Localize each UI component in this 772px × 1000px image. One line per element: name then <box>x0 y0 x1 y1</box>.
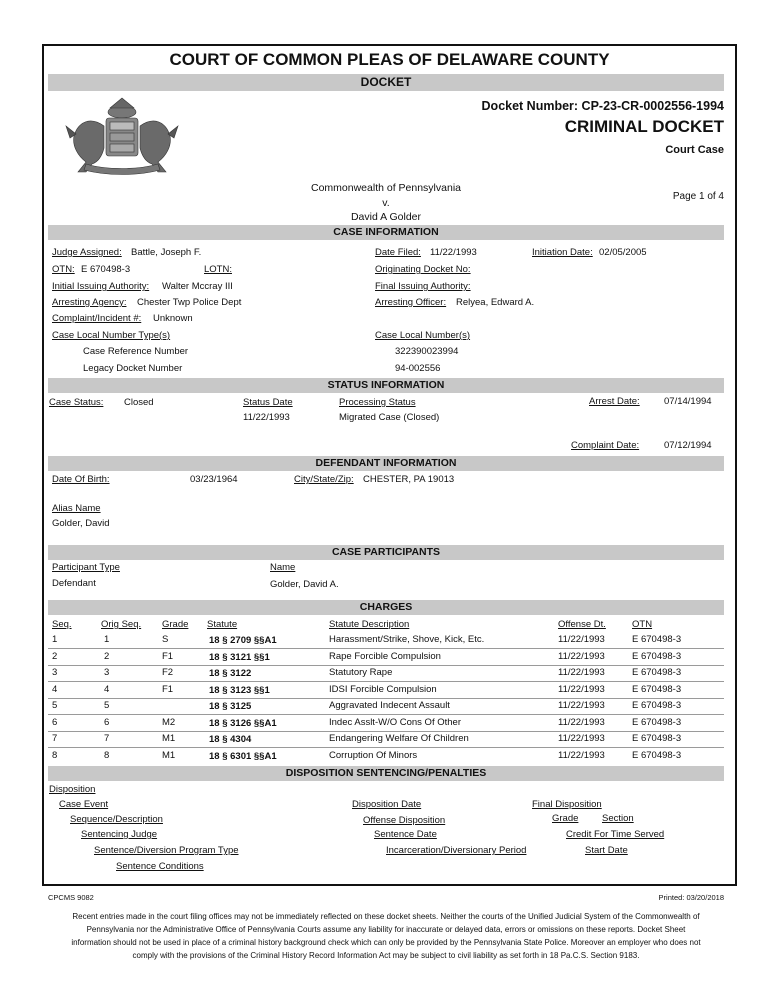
grade-label: Grade <box>552 813 579 824</box>
charge-seq: 8 <box>52 750 58 761</box>
initiation-date-value: 02/05/2005 <box>599 247 647 258</box>
arresting-officer-value: Relyea, Edward A. <box>456 297 535 308</box>
section-label: Section <box>602 813 634 824</box>
date-filed-label: Date Filed: <box>375 247 421 258</box>
charge-orig-seq: 6 <box>104 717 110 728</box>
charge-otn: E 670498-3 <box>632 684 682 695</box>
charge-orig-seq: 1 <box>104 634 110 645</box>
arrest-date-value: 07/14/1994 <box>664 396 712 407</box>
charges-header-seq: Seq. <box>52 619 72 630</box>
row-divider <box>48 681 724 682</box>
participant-type-header: Participant Type <box>52 562 120 573</box>
arresting-officer-label: Arresting Officer: <box>375 297 447 308</box>
initial-issuing-authority-value: Walter Mccray III <box>162 281 233 292</box>
status-information-bar: STATUS INFORMATION <box>48 378 724 393</box>
judge-label: Judge Assigned: <box>52 247 122 258</box>
dob-value: 03/23/1964 <box>190 474 238 485</box>
charge-grade: M1 <box>162 750 176 761</box>
charge-orig-seq: 2 <box>104 651 110 662</box>
local-type-reference: Case Reference Number <box>83 346 189 357</box>
final-disposition-label: Final Disposition <box>532 799 602 810</box>
charge-otn: E 670498-3 <box>632 667 682 678</box>
row-divider <box>48 648 724 649</box>
local-type-legacy: Legacy Docket Number <box>83 363 183 374</box>
participant-name-value: Golder, David A. <box>270 579 339 590</box>
participant-name-header: Name <box>270 562 296 573</box>
charge-orig-seq: 4 <box>104 684 110 695</box>
criminal-docket-title: CRIMINAL DOCKET <box>564 117 724 136</box>
disclaimer-notice: Recent entries made in the court filing offices may not be immediately reflected on these docket sheets. Neither the courts of the Unified Judicial System of the Commonwealth of Pennsylvania nor the Administrative Office of Pennsylvania Courts assume any liability for inaccurate or delayed data, errors or omissions on these reports. Docket Sheet information should not be used in place of a criminal history background check which can only be provided by the Pennsylvania State Police. Moreover an employer who does not comply with the provisions of the Criminal History Record Information Act may be subject to civil liability as set forth in 18 Pa.C.S. Section 9183. <box>71 912 701 960</box>
charge-seq: 7 <box>52 733 58 744</box>
charge-offense-date: 11/22/1993 <box>558 634 605 645</box>
charge-offense-date: 11/22/1993 <box>558 667 605 678</box>
arresting-agency-value: Chester Twp Police Dept <box>137 297 242 308</box>
charge-statute: 18 § 3125 <box>209 701 252 712</box>
incarceration-period-label: Incarceration/Diversionary Period <box>386 845 527 856</box>
complaint-incident-value: Unknown <box>153 313 193 324</box>
row-divider <box>48 714 724 715</box>
charge-statute: 18 § 2709 §§A1 <box>209 635 277 646</box>
charge-orig-seq: 8 <box>104 750 110 761</box>
local-number-type-header: Case Local Number Type(s) <box>52 330 171 341</box>
charges-header-offense-date: Offense Dt. <box>558 619 606 630</box>
local-number-header: Case Local Number(s) <box>375 330 471 341</box>
charge-description: Rape Forcible Compulsion <box>329 651 441 662</box>
charge-description: Statutory Rape <box>329 667 393 678</box>
charge-seq: 2 <box>52 651 58 662</box>
form-id: CPCMS 9082 <box>48 893 94 902</box>
alias-name-header: Alias Name <box>52 503 101 514</box>
charge-offense-date: 11/22/1993 <box>558 750 605 761</box>
disposition-bar: DISPOSITION SENTENCING/PENALTIES <box>48 766 724 781</box>
court-case-label: Court Case <box>665 144 724 156</box>
charge-grade: M2 <box>162 717 176 728</box>
initiation-date-label: Initiation Date: <box>532 247 593 258</box>
charges-header-otn: OTN <box>632 619 653 630</box>
charge-grade: F1 <box>162 651 174 662</box>
charge-description: IDSI Forcible Compulsion <box>329 684 437 695</box>
charge-seq: 3 <box>52 667 58 678</box>
docket-number: Docket Number: CP-23-CR-0002556-1994 <box>481 99 724 113</box>
charges-header-grade: Grade <box>162 619 189 630</box>
charge-offense-date: 11/22/1993 <box>558 651 605 662</box>
caption-defendant: David A Golder <box>350 211 422 223</box>
otn-value: E 670498-3 <box>81 264 131 275</box>
charge-grade: F1 <box>162 684 174 695</box>
final-issuing-authority-label: Final Issuing Authority: <box>375 281 471 292</box>
row-divider <box>48 665 724 666</box>
sentence-date-label: Sentence Date <box>374 829 437 840</box>
charge-otn: E 670498-3 <box>632 700 682 711</box>
caption-versus: v. <box>382 197 390 209</box>
charge-otn: E 670498-3 <box>632 651 682 662</box>
charge-grade: S <box>162 634 169 645</box>
arrest-date-label: Arrest Date: <box>589 396 640 407</box>
disposition-label: Disposition <box>49 784 96 795</box>
pennsylvania-seal-icon <box>56 96 188 180</box>
charge-orig-seq: 3 <box>104 667 110 678</box>
lotn-label: LOTN: <box>204 264 232 275</box>
court-title: COURT OF COMMON PLEAS OF DELAWARE COUNTY <box>169 50 610 69</box>
processing-status-header: Processing Status <box>339 397 416 408</box>
charge-description: Endangering Welfare Of Children <box>329 733 469 744</box>
charge-orig-seq: 5 <box>104 700 110 711</box>
case-event-label: Case Event <box>59 799 109 810</box>
charge-statute: 18 § 3123 §§1 <box>209 685 270 696</box>
charge-offense-date: 11/22/1993 <box>558 684 605 695</box>
case-status-value: Closed <box>124 397 154 408</box>
case-status-label: Case Status: <box>49 397 104 408</box>
charge-statute: 18 § 3122 <box>209 668 252 679</box>
arresting-agency-label: Arresting Agency: <box>52 297 127 308</box>
docket-bar: DOCKET <box>48 74 724 91</box>
status-date-value: 11/22/1993 <box>243 412 290 423</box>
charge-description: Harassment/Strike, Shove, Kick, Etc. <box>329 634 485 645</box>
charge-statute: 18 § 4304 <box>209 734 252 745</box>
charge-description: Aggravated Indecent Assault <box>329 700 450 711</box>
city-state-zip-label: City/State/Zip: <box>294 474 354 485</box>
charges-header-statute: Statute <box>207 619 238 630</box>
charge-grade: M1 <box>162 733 176 744</box>
processing-status-value: Migrated Case (Closed) <box>339 412 440 423</box>
charge-offense-date: 11/22/1993 <box>558 717 605 728</box>
charge-grade: F2 <box>162 667 174 678</box>
charge-offense-date: 11/22/1993 <box>558 700 605 711</box>
sentence-program-label: Sentence/Diversion Program Type <box>94 845 239 856</box>
otn-label: OTN: <box>52 264 75 275</box>
date-filed-value: 11/22/1993 <box>430 247 477 258</box>
page-number: Page 1 of 4 <box>672 191 724 202</box>
caption-plaintiff: Commonwealth of Pennsylvania <box>311 182 461 194</box>
row-divider <box>48 731 724 732</box>
charge-statute: 18 § 6301 §§A1 <box>209 751 277 762</box>
charge-description: Indec Asslt-W/O Cons Of Other <box>329 717 461 728</box>
sentencing-judge-label: Sentencing Judge <box>81 829 158 840</box>
printed-date: Printed: 03/20/2018 <box>658 893 724 902</box>
charges-header-orig-seq: Orig Seq. <box>101 619 142 630</box>
initial-issuing-authority-label: Initial Issuing Authority: <box>52 281 150 292</box>
alias-name-value: Golder, David <box>52 518 110 529</box>
charge-statute: 18 § 3126 §§A1 <box>209 718 277 729</box>
charge-seq: 6 <box>52 717 58 728</box>
sentence-conditions-label: Sentence Conditions <box>116 861 204 872</box>
case-participants-bar: CASE PARTICIPANTS <box>48 545 724 560</box>
charge-description: Corruption Of Minors <box>329 750 418 761</box>
charge-seq: 4 <box>52 684 58 695</box>
charge-otn: E 670498-3 <box>632 750 682 761</box>
charge-otn: E 670498-3 <box>632 634 682 645</box>
charge-orig-seq: 7 <box>104 733 110 744</box>
charges-bar: CHARGES <box>48 600 724 615</box>
local-number-reference: 322390023994 <box>395 346 459 357</box>
local-number-legacy: 94-002556 <box>395 363 441 374</box>
participant-type-value: Defendant <box>52 578 96 589</box>
charge-seq: 1 <box>52 634 58 645</box>
charge-statute: 18 § 3121 §§1 <box>209 652 270 663</box>
status-date-header: Status Date <box>243 397 293 408</box>
originating-docket-label: Originating Docket No: <box>375 264 471 275</box>
complaint-date-label: Complaint Date: <box>571 440 640 451</box>
judge-value: Battle, Joseph F. <box>131 247 202 258</box>
row-divider <box>48 747 724 748</box>
start-date-label: Start Date <box>585 845 628 856</box>
charge-offense-date: 11/22/1993 <box>558 733 605 744</box>
complaint-incident-label: Complaint/Incident #: <box>52 313 142 324</box>
charges-header-description: Statute Description <box>329 619 410 630</box>
charge-seq: 5 <box>52 700 58 711</box>
offense-disposition-label: Offense Disposition <box>363 815 446 826</box>
case-information-bar: CASE INFORMATION <box>48 225 724 240</box>
dob-label: Date Of Birth: <box>52 474 110 485</box>
credit-time-served-label: Credit For Time Served <box>566 829 665 840</box>
city-state-zip-value: CHESTER, PA 19013 <box>363 474 455 485</box>
disposition-date-label: Disposition Date <box>352 799 422 810</box>
charge-otn: E 670498-3 <box>632 717 682 728</box>
complaint-date-value: 07/12/1994 <box>664 440 712 451</box>
defendant-information-bar: DEFENDANT INFORMATION <box>48 456 724 471</box>
row-divider <box>48 698 724 699</box>
charge-otn: E 670498-3 <box>632 733 682 744</box>
sequence-description-label: Sequence/Description <box>70 814 163 825</box>
